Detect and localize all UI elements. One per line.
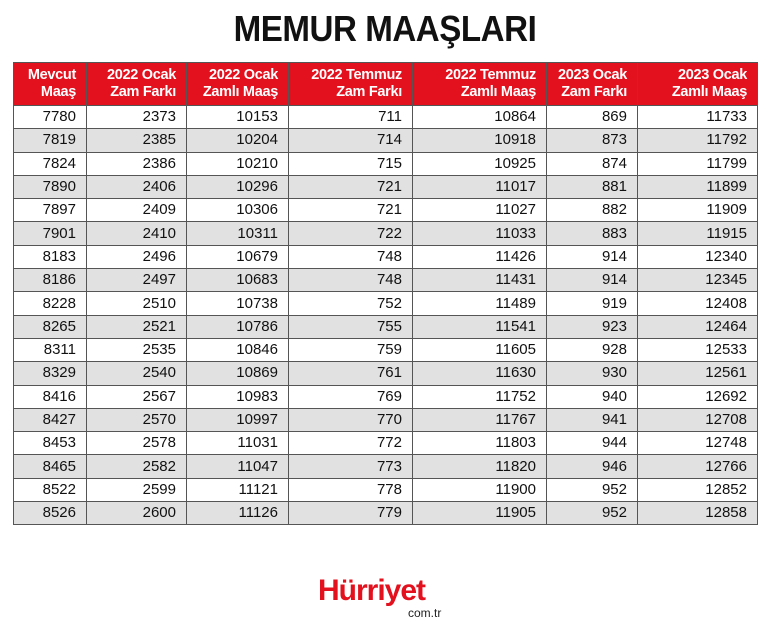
salary-table [13, 62, 758, 525]
table-cell: 779 [289, 502, 413, 525]
table-cell: 2570 [87, 408, 187, 431]
column-header [289, 63, 413, 106]
table-row [14, 222, 758, 245]
column-header-line: 2022 Ocak [106, 67, 176, 83]
column-header-line: Zamlı Maaş [671, 84, 747, 100]
table-cell: 2410 [87, 222, 187, 245]
table-cell: 778 [289, 478, 413, 501]
table-cell: 761 [289, 362, 413, 385]
column-header-line: Zam Farkı [561, 84, 627, 100]
table-cell: 8453 [14, 432, 87, 455]
logo-domain-suffix: com.tr [408, 606, 442, 620]
table-cell: 12408 [638, 292, 758, 315]
table-cell: 12692 [638, 385, 758, 408]
column-header-line: 2023 Ocak [557, 67, 627, 83]
table-cell: 869 [547, 106, 638, 129]
table-cell: 10983 [187, 385, 289, 408]
column-header [14, 63, 87, 106]
table-cell: 2578 [87, 432, 187, 455]
table-cell: 755 [289, 315, 413, 338]
table-cell: 930 [547, 362, 638, 385]
hurriyet-logo [318, 575, 458, 623]
table-cell: 12708 [638, 408, 758, 431]
table-cell: 12533 [638, 338, 758, 361]
column-header-line: 2023 Ocak [677, 67, 747, 83]
table-cell: 8329 [14, 362, 87, 385]
column-header-line: Zamlı Maaş [202, 84, 278, 100]
table-cell: 10738 [187, 292, 289, 315]
table-cell: 2600 [87, 502, 187, 525]
table-cell: 2521 [87, 315, 187, 338]
table-cell: 882 [547, 199, 638, 222]
table-cell: 8465 [14, 455, 87, 478]
table-cell: 944 [547, 432, 638, 455]
table-cell: 11767 [413, 408, 547, 431]
table-cell: 8186 [14, 269, 87, 292]
table-row [14, 502, 758, 525]
table-cell: 2386 [87, 152, 187, 175]
table-cell: 8526 [14, 502, 87, 525]
table-row [14, 408, 758, 431]
table-cell: 12561 [638, 362, 758, 385]
table-cell: 10918 [413, 129, 547, 152]
table-cell: 11752 [413, 385, 547, 408]
table-cell: 11803 [413, 432, 547, 455]
table-cell: 11900 [413, 478, 547, 501]
table-cell: 2567 [87, 385, 187, 408]
table-row [14, 478, 758, 501]
table-cell: 10311 [187, 222, 289, 245]
table-cell: 8183 [14, 245, 87, 268]
table-cell: 770 [289, 408, 413, 431]
table-row [14, 175, 758, 198]
table-cell: 2409 [87, 199, 187, 222]
column-header [413, 63, 547, 106]
table-cell: 7780 [14, 106, 87, 129]
column-header [547, 63, 638, 106]
table-row [14, 385, 758, 408]
table-cell: 11541 [413, 315, 547, 338]
table-cell: 2406 [87, 175, 187, 198]
column-header [187, 63, 289, 106]
table-cell: 952 [547, 478, 638, 501]
logo-wordmark: Hürriyet [318, 574, 426, 607]
table-cell: 7824 [14, 152, 87, 175]
table-row [14, 199, 758, 222]
table-cell: 10296 [187, 175, 289, 198]
table-cell: 722 [289, 222, 413, 245]
table-cell: 10997 [187, 408, 289, 431]
table-cell: 10925 [413, 152, 547, 175]
table-cell: 10306 [187, 199, 289, 222]
table-cell: 11033 [413, 222, 547, 245]
table-cell: 2373 [87, 106, 187, 129]
table-cell: 8522 [14, 478, 87, 501]
column-header-line: Zamlı Maaş [460, 84, 536, 100]
table-row [14, 362, 758, 385]
table-cell: 772 [289, 432, 413, 455]
table-cell: 928 [547, 338, 638, 361]
table-cell: 8427 [14, 408, 87, 431]
table-cell: 12345 [638, 269, 758, 292]
table-cell: 8416 [14, 385, 87, 408]
table-cell: 11489 [413, 292, 547, 315]
table-cell: 11820 [413, 455, 547, 478]
table-row [14, 432, 758, 455]
table-cell: 2510 [87, 292, 187, 315]
table-cell: 11121 [187, 478, 289, 501]
table-cell: 2540 [87, 362, 187, 385]
table-cell: 10683 [187, 269, 289, 292]
table-cell: 748 [289, 269, 413, 292]
table-row [14, 269, 758, 292]
table-cell: 11630 [413, 362, 547, 385]
table-header-row [14, 63, 758, 106]
table-cell: 7901 [14, 222, 87, 245]
table-cell: 11799 [638, 152, 758, 175]
table-cell: 10210 [187, 152, 289, 175]
table-cell: 2599 [87, 478, 187, 501]
table-cell: 11431 [413, 269, 547, 292]
table-cell: 12766 [638, 455, 758, 478]
table-cell: 12340 [638, 245, 758, 268]
table-cell: 7890 [14, 175, 87, 198]
table-cell: 8228 [14, 292, 87, 315]
table-cell: 11031 [187, 432, 289, 455]
table-cell: 11047 [187, 455, 289, 478]
table-row [14, 245, 758, 268]
table-cell: 7897 [14, 199, 87, 222]
table-row [14, 338, 758, 361]
table-cell: 11733 [638, 106, 758, 129]
table-cell: 940 [547, 385, 638, 408]
table-cell: 10786 [187, 315, 289, 338]
table-cell: 952 [547, 502, 638, 525]
table-cell: 2497 [87, 269, 187, 292]
table-cell: 10869 [187, 362, 289, 385]
table-cell: 2535 [87, 338, 187, 361]
table-cell: 769 [289, 385, 413, 408]
table-cell: 11915 [638, 222, 758, 245]
table-cell: 8311 [14, 338, 87, 361]
table-cell: 12464 [638, 315, 758, 338]
page-title: MEMUR MAAŞLARI [233, 8, 537, 49]
table-cell: 7819 [14, 129, 87, 152]
table-row [14, 129, 758, 152]
table-body [14, 106, 758, 525]
table-row [14, 315, 758, 338]
table-cell: 759 [289, 338, 413, 361]
table-row [14, 106, 758, 129]
table-cell: 11426 [413, 245, 547, 268]
table-cell: 2496 [87, 245, 187, 268]
table-cell: 748 [289, 245, 413, 268]
table-cell: 11605 [413, 338, 547, 361]
table-cell: 721 [289, 199, 413, 222]
table-cell: 721 [289, 175, 413, 198]
table-cell: 10153 [187, 106, 289, 129]
table-cell: 10864 [413, 106, 547, 129]
table-cell: 11905 [413, 502, 547, 525]
table-cell: 11027 [413, 199, 547, 222]
column-header [87, 63, 187, 106]
table-cell: 2385 [87, 129, 187, 152]
table-cell: 11899 [638, 175, 758, 198]
table-cell: 881 [547, 175, 638, 198]
column-header-line: Maaş [40, 84, 76, 100]
table-cell: 714 [289, 129, 413, 152]
table-row [14, 292, 758, 315]
table-cell: 11792 [638, 129, 758, 152]
table-cell: 10846 [187, 338, 289, 361]
table-cell: 914 [547, 269, 638, 292]
table-cell: 711 [289, 106, 413, 129]
table-cell: 2582 [87, 455, 187, 478]
table-cell: 10204 [187, 129, 289, 152]
table-cell: 715 [289, 152, 413, 175]
column-header [638, 63, 758, 106]
table-cell: 12748 [638, 432, 758, 455]
table-cell: 11017 [413, 175, 547, 198]
column-header-line: 2022 Ocak [208, 67, 278, 83]
table-cell: 923 [547, 315, 638, 338]
table-cell: 914 [547, 245, 638, 268]
column-header-line: Zam Farkı [336, 84, 402, 100]
column-header-line: 2022 Temmuz [311, 67, 402, 83]
table-cell: 752 [289, 292, 413, 315]
column-header-line: Mevcut [27, 67, 76, 83]
table-cell: 11909 [638, 199, 758, 222]
table-cell: 12858 [638, 502, 758, 525]
table-cell: 946 [547, 455, 638, 478]
table-cell: 941 [547, 408, 638, 431]
table-cell: 919 [547, 292, 638, 315]
table-cell: 8265 [14, 315, 87, 338]
table-cell: 773 [289, 455, 413, 478]
table-cell: 873 [547, 129, 638, 152]
table-row [14, 455, 758, 478]
table-row [14, 152, 758, 175]
column-header-line: 2022 Temmuz [445, 67, 536, 83]
table-cell: 874 [547, 152, 638, 175]
table-cell: 883 [547, 222, 638, 245]
table-cell: 12852 [638, 478, 758, 501]
table-cell: 10679 [187, 245, 289, 268]
column-header-line: Zam Farkı [110, 84, 176, 100]
table-cell: 11126 [187, 502, 289, 525]
